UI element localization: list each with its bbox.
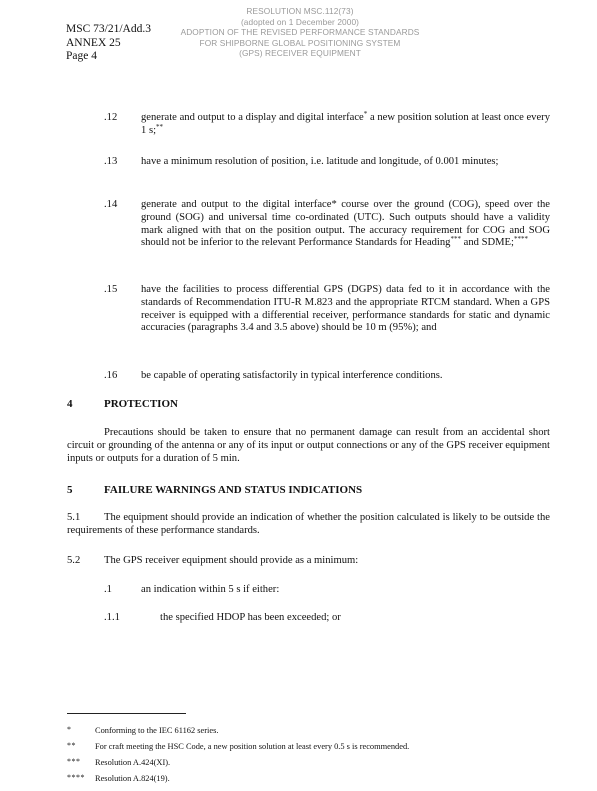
paragraph-5-1 (67, 512, 550, 538)
resolution-line: (adopted on 1 December 2000) (240, 16, 360, 27)
item-text: have the facilities to process differential GPS (DGPS) data fed to it in accordance with the standards of Recommendation ITU-R M.823 and the appropriate RTCM standard. When a GPS receiver is equipped with a differential receiver, performance standards for static and dynamic accuracies (paragraphs 3.4 and 3.5 above) should be 10 m (95%); and (141, 284, 550, 334)
item-number: .14 (104, 199, 118, 210)
paragraph-5-2 (67, 555, 550, 568)
paragraph-number: 5.2 (67, 555, 81, 566)
item-number: .16 (104, 370, 118, 381)
annex-label: ANNEX 25 (66, 36, 121, 49)
resolution-line: ADOPTION OF THE REVISED PERFORMANCE STANDARDS (180, 27, 420, 38)
item-text: an indication within 5 s if either: (141, 584, 280, 595)
paragraph-text: The GPS receiver equipment should provide as a minimum: (104, 555, 359, 566)
paragraph-number: 5.1 (67, 512, 81, 523)
item-number: .13 (104, 156, 118, 167)
footnote-mark: * (67, 725, 72, 734)
item-text: generate and output to the digital interface* course over the ground (COG), speed over the ground (SOG) and universal time co-ordinated (UTC). Such outputs should have a validity mark aligned with that on the position output. The accuracy requirement for COG and SOG should not be inferior to the relevant Performance Standards for Heading*** and SDME;**** (141, 199, 550, 249)
footnote-text: Resolution A.824(19). (95, 774, 170, 783)
footnote-text: For craft meeting the HSC Code, a new position solution at least every 0.5 s is recommended. (95, 742, 410, 751)
footnote-mark: ** (67, 741, 76, 750)
footnote-mark: **** (67, 773, 85, 782)
section-title: PROTECTION (104, 398, 178, 410)
item-text: the specified HDOP has been exceeded; or (160, 612, 341, 623)
paragraph-text: The equipment should provide an indication of whether the position calculated is likely to be outside the requirements of these performance standards. (67, 512, 550, 536)
section-number: 4 (67, 398, 73, 410)
item-text: be capable of operating satisfactorily in typical interference conditions. (141, 370, 443, 381)
doc-reference: MSC 73/21/Add.3 (66, 23, 151, 35)
item-number: .12 (104, 112, 118, 123)
item-text: generate and output to a display and digital interface* a new position solution at least once every 1 s;** (141, 110, 551, 136)
item-number: .15 (104, 284, 118, 295)
document-header-left (66, 23, 151, 64)
resolution-line: RESOLUTION MSC.112(73) (246, 6, 354, 16)
protection-paragraph: Precautions should be taken to ensure that no permanent damage can result from an accidental short circuit or grounding of the antenna or any of its input or output connections or any of the GPS receiver equipment inputs or outputs for a duration of 5 min. (67, 427, 550, 464)
footnote-text: Conforming to the IEC 61162 series. (95, 726, 219, 735)
item-number: .1.1 (104, 612, 120, 623)
page-number: Page 4 (66, 50, 97, 62)
footnote-text: Resolution A.424(XI). (95, 758, 171, 767)
footnote-mark: *** (67, 757, 81, 766)
footnote-divider (67, 713, 186, 714)
resolution-line: FOR SHIPBORNE GLOBAL POSITIONING SYSTEM (199, 37, 401, 48)
resolution-header (165, 6, 435, 59)
resolution-line: (GPS) RECEIVER EQUIPMENT (239, 48, 361, 59)
item-number: .1 (104, 584, 112, 595)
item-text: have a minimum resolution of position, i.e. latitude and longitude, of 0.001 minutes; (141, 156, 499, 167)
section-title: FAILURE WARNINGS AND STATUS INDICATIONS (104, 484, 363, 496)
section-number: 5 (67, 484, 73, 496)
